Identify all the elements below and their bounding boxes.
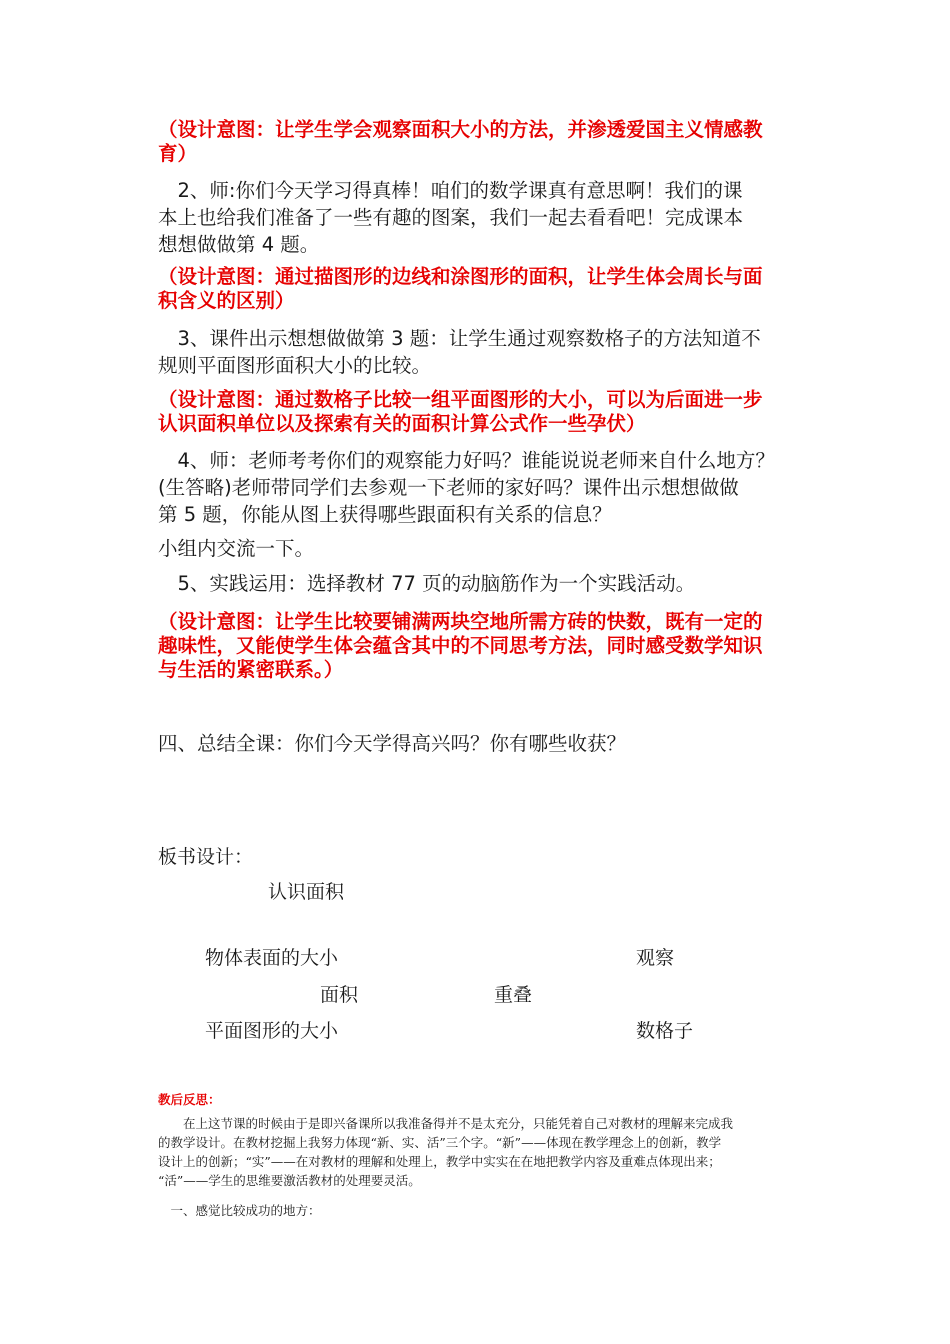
board-left-top: 物体表面的大小 (205, 947, 339, 969)
paragraph-5: 5、实践运用：选择教材 77 页的动脑筋作为一个实践活动。 (158, 572, 696, 595)
text-line: 认识面积单位以及探索有关的面积计算公式作一些孕伏） (158, 412, 646, 435)
text-line: （设计意图：通过描图形的边线和涂图形的面积，让学生体会周长与面 (158, 265, 763, 288)
board-left-bottom: 平面图形的大小 (205, 1020, 339, 1042)
board-title: 认识面积 (268, 881, 345, 903)
board-right-bottom: 数格子 (636, 1020, 694, 1042)
design-intent-5 (158, 610, 763, 682)
board-right-top: 观察 (636, 947, 675, 969)
text-line: （设计意图：让学生比较要铺满两块空地所需方砖的快数，既有一定的 (158, 610, 763, 633)
text-line: 育） (158, 142, 198, 165)
board-middle: 重叠 (494, 984, 533, 1006)
text-line: “活”——学生的思维要激活教材的处理要灵活。 (158, 1173, 421, 1188)
paragraph-3 (158, 325, 761, 379)
text-line: 本上也给我们准备了一些有趣的图案，我们一起去看看吧！完成课本 (158, 206, 744, 229)
text-line: （设计意图：通过数格子比较一组平面图形的大小，可以为后面进一步 (158, 388, 763, 411)
board-center: 面积 (320, 984, 359, 1006)
paragraph-4 (158, 447, 775, 528)
reflection-title: 教后反思： (158, 1092, 221, 1107)
text-line: 在上这节课的时候由于是即兴备课所以我准备得并不是太充分，只能凭着自己对教材的理解来完成我 (158, 1116, 734, 1131)
text-line: 趣味性，又能使学生体会蕴含其中的不同思考方法，同时感受数学知识 (158, 634, 763, 657)
text-line: 规则平面图形面积大小的比较。 (158, 354, 432, 377)
reflection-point-1: 一、感觉比较成功的地方： (158, 1203, 321, 1218)
reflection-paragraph (158, 1114, 733, 1190)
design-intent-2 (158, 265, 763, 313)
text-line: 设计上的创新；“实”——在对教材的理解和处理上，教学中实实在在地把教学内容及重难点体现出来； (158, 1154, 721, 1169)
text-line: 4、师：老师考考你们的观察能力好吗？谁能说说老师来自什么地方？ (158, 449, 775, 472)
text-line: 第 5 题，你能从图上获得哪些跟面积有关系的信息？ (158, 503, 612, 526)
paragraph-2 (158, 177, 743, 258)
text-line: 2、师:你们今天学习得真棒！咱们的数学课真有意思啊！我们的课 (158, 179, 743, 202)
text-line: 与生活的紧密联系。） (158, 658, 344, 681)
summary-line: 四、总结全课：你们今天学得高兴吗？你有哪些收获？ (158, 732, 627, 755)
text-line: 积含义的区别） (158, 289, 295, 312)
board-heading: 板书设计： (158, 846, 254, 868)
text-line: 想想做做第 4 题。 (158, 233, 320, 256)
paragraph-4b: 小组内交流一下。 (158, 537, 315, 560)
text-line: （设计意图：让学生学会观察面积大小的方法，并渗透爱国主义情感教 (158, 118, 763, 141)
design-intent-1 (158, 118, 763, 166)
text-line: (生答略)老师带同学们去参观一下老师的家好吗？课件出示想想做做 (158, 476, 739, 499)
text-line: 的教学设计。在教材挖掘上我努力体现“新、实、活”三个字。“新”——体现在教学理念上的创新，教学 (158, 1135, 722, 1150)
design-intent-3 (158, 388, 763, 436)
text-line: 3、课件出示想想做做第 3 题：让学生通过观察数格子的方法知道不 (158, 327, 761, 350)
